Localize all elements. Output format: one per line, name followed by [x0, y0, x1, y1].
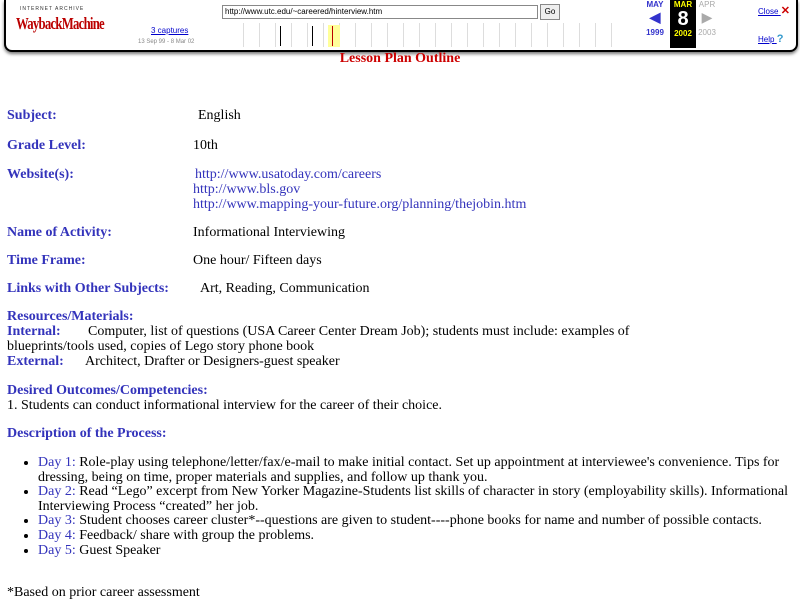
outcomes-label: Desired Outcomes/Competencies:: [7, 383, 208, 398]
footnote: *Based on prior career assessment: [7, 585, 200, 600]
capture-range: 13 Sep 99 - 8 Mar 02: [138, 39, 195, 45]
day-text: Guest Speaker: [79, 542, 161, 558]
current-date: [670, 0, 696, 48]
prev-year[interactable]: 1999: [646, 28, 664, 37]
website-link[interactable]: http://www.usatoday.com/careers: [195, 167, 382, 182]
day-text: Role-play using telephone/letter/fax/e-mail to make initial contact. Set up appointment at interviewee's convenience. Tips for dressing, being on time, proper materials and supplies, and follow up thank you.: [38, 455, 780, 485]
time-label: Time Frame:: [7, 253, 86, 268]
cur-day: 8: [677, 8, 689, 30]
brand-top: INTERNET ARCHIVE: [20, 6, 85, 12]
day-text: Feedback/ share with group the problems.: [79, 527, 315, 543]
day-label: Day 3:: [38, 513, 76, 529]
help-label[interactable]: Help: [758, 35, 775, 44]
day-label: Day 2:: [38, 484, 76, 500]
capture-mark-current[interactable]: [332, 26, 333, 46]
help-button[interactable]: [758, 33, 783, 45]
capture-mark[interactable]: [280, 26, 281, 46]
help-icon[interactable]: ?: [776, 33, 784, 45]
outcome-item: 1. Students can conduct informational interview for the career of their choice.: [7, 398, 442, 413]
process-item: [38, 514, 798, 529]
day-text: Read “Lego” excerpt from New Yorker Magazine-Students list skills of character in story (employability skills). Informational Interviewing Process “created” her job.: [38, 484, 788, 514]
resources-label: Resources/Materials:: [7, 309, 134, 324]
close-label[interactable]: Close: [758, 7, 779, 16]
process-item: [38, 485, 798, 514]
process-label: Description of the Process:: [7, 426, 167, 441]
page-title: Lesson Plan Outline: [339, 51, 461, 66]
next-month-label: APR: [698, 0, 716, 9]
links-label: Links with Other Subjects:: [7, 281, 169, 296]
cur-month: MAR: [673, 0, 693, 9]
external-value: Architect, Drafter or Designers-guest speaker: [85, 354, 340, 369]
captures-link[interactable]: 3 captures: [151, 26, 189, 35]
timeline-highlight: [328, 25, 340, 47]
next-arrow-icon: ▶: [701, 9, 713, 25]
prev-month[interactable]: [642, 0, 668, 37]
subject-label: Subject:: [7, 108, 57, 123]
day-label: Day 4:: [38, 527, 76, 543]
go-button[interactable]: Go: [540, 4, 560, 20]
process-item: [38, 544, 798, 559]
process-item: [38, 529, 798, 544]
process-list: [0, 456, 798, 558]
capture-timeline[interactable]: [228, 23, 622, 47]
internal-value-cont: blueprints/tools used, copies of Lego story phone book: [7, 339, 315, 354]
website-label: Website(s):: [7, 167, 74, 182]
wayback-logo[interactable]: WaybackMachine: [16, 14, 104, 33]
close-icon[interactable]: ✕: [780, 5, 790, 17]
close-button[interactable]: [758, 4, 790, 17]
url-input[interactable]: http://www.utc.edu/~careered/hinterview.htm: [222, 5, 538, 19]
next-month: [694, 0, 720, 37]
capture-mark[interactable]: [312, 26, 313, 46]
day-label: Day 1:: [38, 455, 76, 470]
links-value: Art, Reading, Communication: [200, 281, 370, 296]
activity-value: Informational Interviewing: [193, 225, 346, 240]
day-label: Day 5:: [38, 542, 76, 558]
activity-label: Name of Activity:: [7, 225, 112, 240]
wayback-toolbar: [4, 0, 798, 52]
prev-arrow-icon[interactable]: ◀: [649, 9, 661, 25]
grade-value: 10th: [193, 138, 218, 153]
internal-label: Internal:: [7, 324, 61, 339]
website-link[interactable]: http://www.mapping-your-future.org/planning/thejobin.htm: [193, 197, 527, 212]
external-label: External:: [7, 354, 64, 369]
cur-year: 2002: [674, 29, 692, 38]
next-year: 2003: [698, 28, 716, 37]
subject-value: English: [198, 108, 241, 123]
time-value: One hour/ Fifteen days: [193, 253, 322, 268]
day-text: Student chooses career cluster*--questions are given to student----phone books for name and number of possible contacts.: [79, 513, 762, 529]
internal-value: Computer, list of questions (USA Career Center Dream Job); students must include: examples of: [88, 324, 630, 339]
grade-label: Grade Level:: [7, 138, 86, 153]
process-item: [38, 456, 798, 485]
website-link[interactable]: http://www.bls.gov: [193, 182, 301, 197]
prev-month-label: MAY: [646, 0, 664, 9]
